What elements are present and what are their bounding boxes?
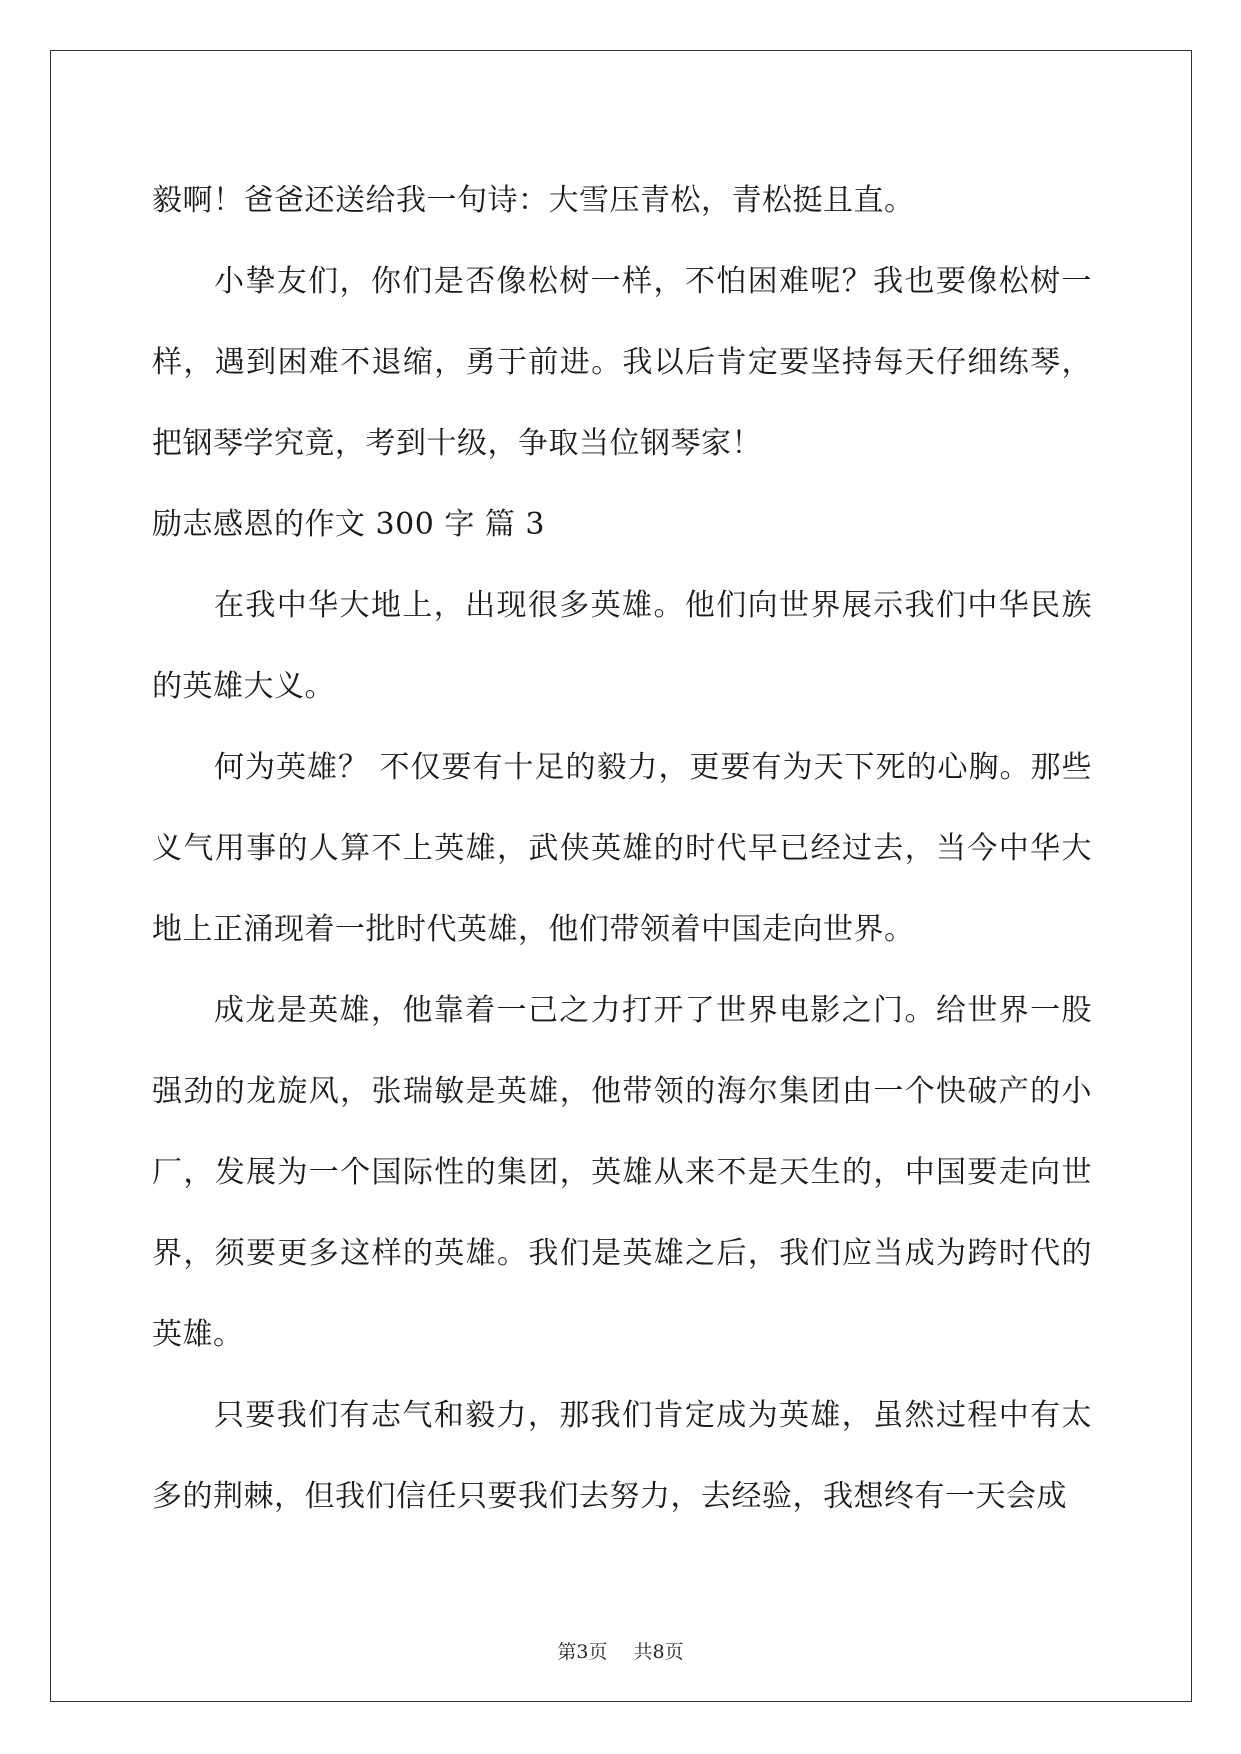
paragraph-4: 何为英雄？ 不仅要有十足的毅力，更要有为天下死的心胸。那些义气用事的人算不上英雄，武侠英雄的时代早已经过去，当今中华大地上正涌现着一批时代英雄，他们带领着中国走向世界。 bbox=[152, 750, 1092, 947]
page-total: 共8页 bbox=[633, 1641, 684, 1663]
paragraph-6: 只要我们有志气和毅力，那我们肯定成为英雄，虽然过程中有太多的荆棘，但我们信任只要我们去努力，去经验，我想终有一天会成 bbox=[152, 1398, 1092, 1514]
paragraph-1: 毅啊！爸爸还送给我一句诗：大雪压青松，青松挺且直。 bbox=[152, 183, 915, 218]
paragraph-5: 成龙是英雄，他靠着一己之力打开了世界电影之门。给世界一股强劲的龙旋风，张瑞敏是英雄，他带领的海尔集团由一个快破产的小厂，发展为一个国际性的集团，英雄从来不是天生的，中国要走向世界，须要更多这样的英雄。我们是英雄之后，我们应当成为跨时代的英雄。 bbox=[152, 993, 1092, 1352]
page-footer bbox=[0, 1637, 1241, 1664]
page-number: 第3页 bbox=[557, 1641, 608, 1663]
paragraph-3: 在我中华大地上，出现很多英雄。他们向世界展示我们中华民族的英雄大义。 bbox=[152, 588, 1092, 704]
document-body bbox=[152, 160, 1092, 1537]
paragraph-2: 小挚友们，你们是否像松树一样，不怕困难呢？我也要像松树一样，遇到困难不退缩，勇于前进。我以后肯定要坚持每天仔细练琴，把钢琴学究竟，考到十级，争取当位钢琴家！ bbox=[152, 264, 1092, 461]
section-heading: 励志感恩的作文 300 字 篇 3 bbox=[152, 507, 545, 542]
